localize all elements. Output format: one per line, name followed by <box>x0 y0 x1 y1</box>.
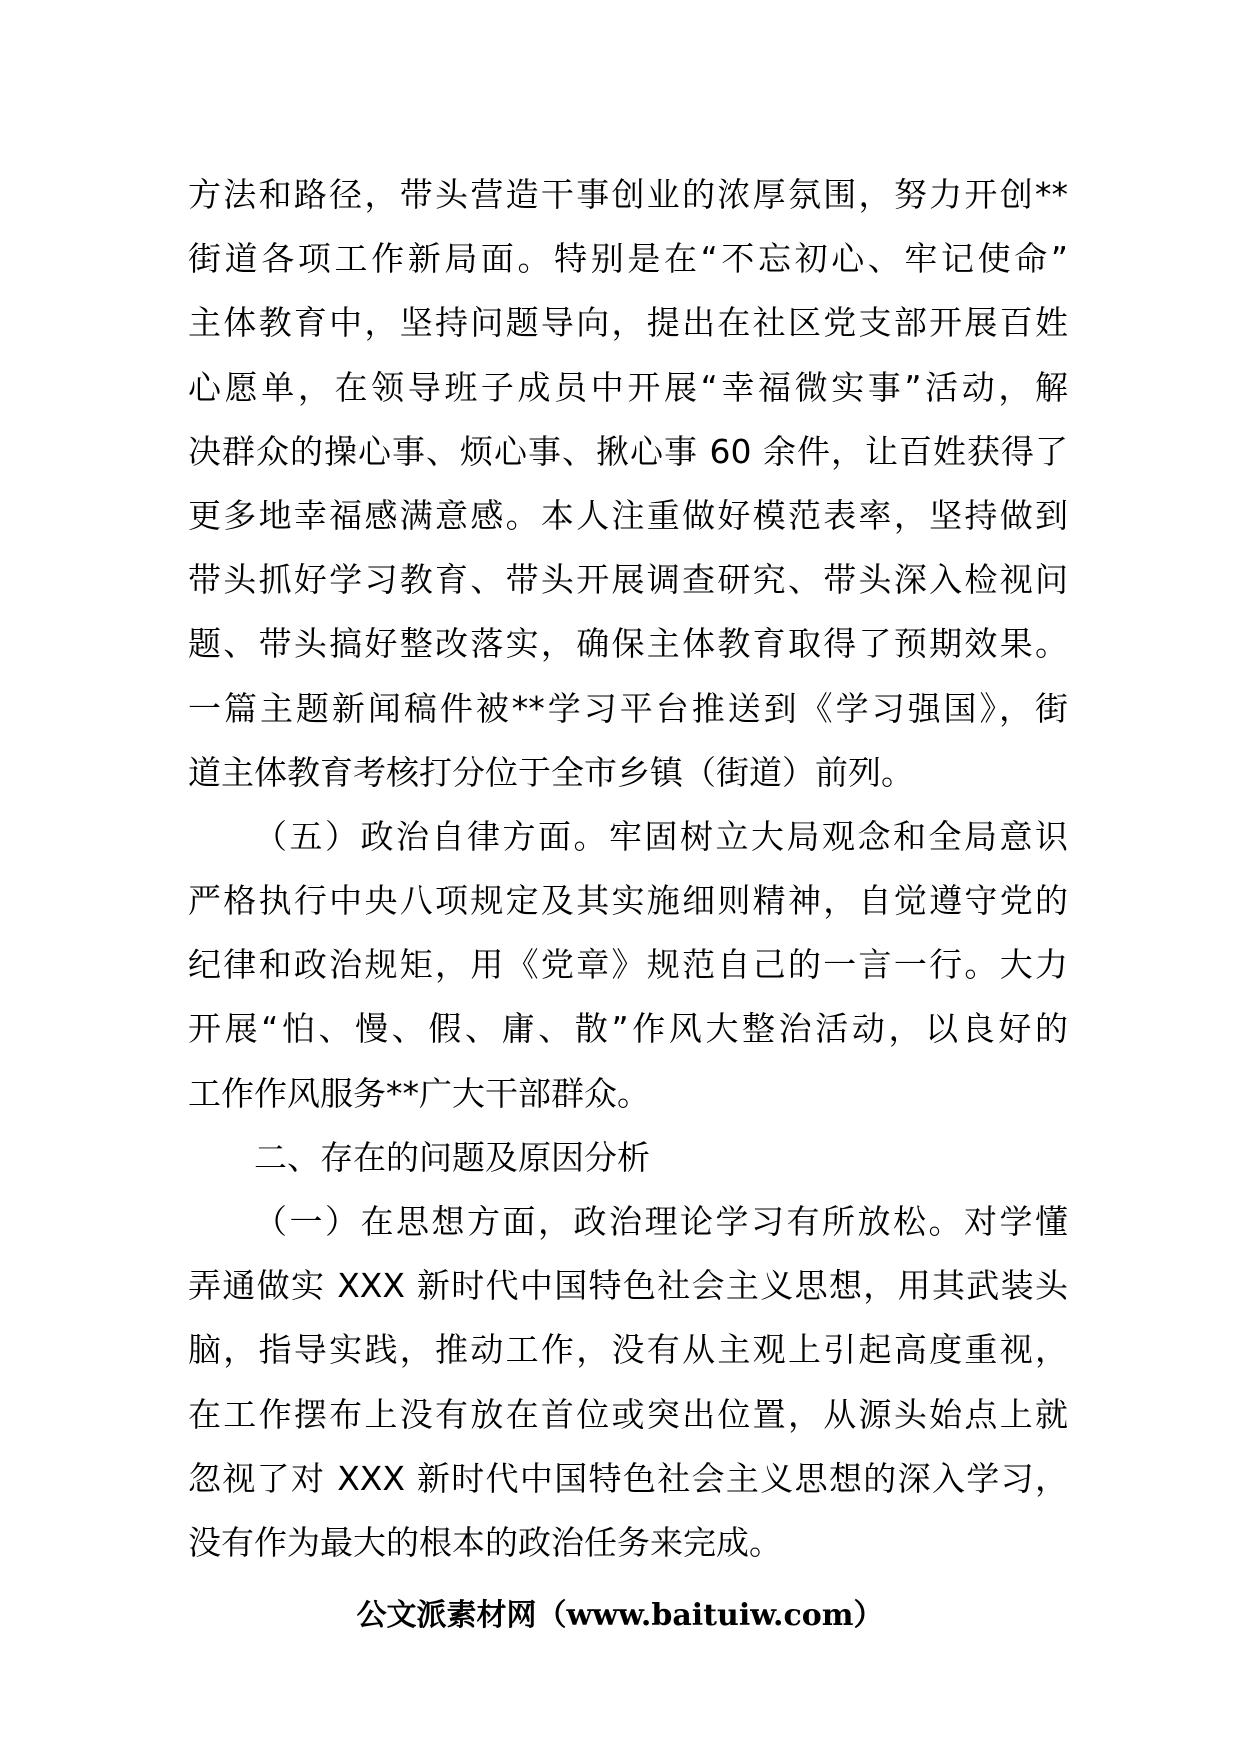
section-title: 二、存在的问题及原因分析 <box>254 1137 650 1177</box>
text-line: 题、带头搞好整改落实，确保主体教育取得了预期效果。 <box>188 624 1068 664</box>
footer-watermark: 公文派素材网（www.baituiw.com） <box>356 1598 884 1633</box>
text-line: 心愿单，在领导班子成员中开展“幸福微实事”活动，解 <box>188 367 1068 407</box>
text-line: 工作作风服务**广大干部群众。 <box>188 1073 650 1113</box>
section-heading-line: （五）政治自律方面。牢固树立大局观念和全局意识 <box>254 816 1068 856</box>
text-line: 严格执行中央八项规定及其实施细则精神，自觉遵守党的 <box>188 881 1068 921</box>
text-line: 主体教育中，坚持问题导向，提出在社区党支部开展百姓 <box>188 303 1068 343</box>
text-line: 忽视了对 XXX 新时代中国特色社会主义思想的深入学习， <box>188 1458 1068 1498</box>
text-line: 弄通做实 XXX 新时代中国特色社会主义思想，用其武装头 <box>188 1266 1068 1306</box>
text-line: 带头抓好学习教育、带头开展调查研究、带头深入检视问 <box>188 560 1068 600</box>
text-line: 脑，指导实践，推动工作，没有从主观上引起高度重视， <box>188 1330 1068 1370</box>
text-line: 没有作为最大的根本的政治任务来完成。 <box>188 1522 782 1562</box>
text-line: 纪律和政治规矩，用《党章》规范自己的一言一行。大力 <box>188 945 1068 985</box>
section-heading-line: （一）在思想方面，政治理论学习有所放松。对学懂 <box>254 1202 1068 1241</box>
text-line: 决群众的操心事、烦心事、揪心事 60 余件，让百姓获得了 <box>188 431 1068 471</box>
text-line: 一篇主题新闻稿件被**学习平台推送到《学习强国》，街 <box>188 688 1068 728</box>
text-line: 道主体教育考核打分位于全市乡镇（街道）前列。 <box>188 752 914 792</box>
text-line: 方法和路径，带头营造干事创业的浓厚氛围，努力开创** <box>188 175 1068 214</box>
text-line: 街道各项工作新局面。特别是在“不忘初心、牢记使命” <box>188 239 1068 279</box>
text-line: 更多地幸福感满意感。本人注重做好模范表率，坚持做到 <box>188 495 1068 535</box>
text-line: 开展“怕、慢、假、庸、散”作风大整治活动，以良好的 <box>188 1009 1068 1049</box>
text-line: 在工作摆布上没有放在首位或突出位置，从源头始点上就 <box>188 1394 1068 1434</box>
document-body <box>188 163 1068 1575</box>
